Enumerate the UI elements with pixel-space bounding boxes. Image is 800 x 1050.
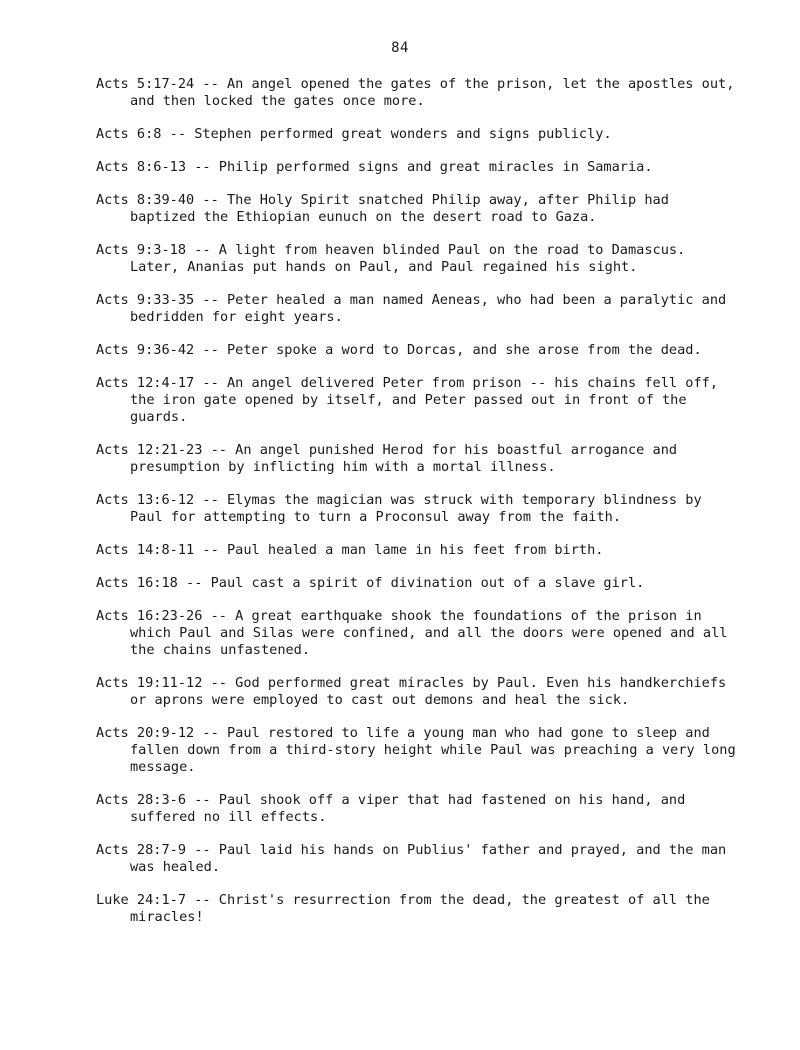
list-item [96,126,736,143]
entry-description: An angel opened the gates of the prison, let the apostles out, and then locked the gates once more. [130,76,735,109]
entry-description: Christ's resurrection from the dead, the greatest of all the miracles! [130,892,710,925]
entry-description: Stephen performed great wonders and signs publicly. [194,126,612,142]
list-item [96,608,736,659]
scripture-reference: Acts 6:8 [96,126,162,142]
scripture-reference: Acts 9:36-42 [96,342,195,358]
list-item [96,725,736,776]
separator: -- [186,842,219,858]
scripture-reference: Acts 8:39-40 [96,192,195,208]
scripture-reference: Luke 24:1-7 [96,892,187,908]
scripture-reference: Acts 16:18 [96,575,178,591]
page-number: 84 [391,40,409,56]
separator: -- [161,126,195,142]
list-item [96,792,736,826]
separator: -- [194,542,227,558]
entry-description: Paul restored to life a young man who had gone to sleep and fallen down from a third-story height while Paul was preaching a very long message. [130,725,736,775]
list-item [96,442,736,476]
list-item [96,292,736,326]
entry-description: Paul cast a spirit of divination out of a slave girl. [210,575,645,591]
list-item [96,675,736,709]
list-item [96,575,736,592]
list-item [96,375,736,426]
entry-description: The Holy Spirit snatched Philip away, after Philip had baptized the Ethiopian eunuch on the desert road to Gaza. [130,192,669,225]
scripture-reference: Acts 20:9-12 [96,725,195,741]
entry-description: Elymas the magician was struck with temporary blindness by Paul for attempting to turn a Proconsul away from the faith. [130,492,702,525]
entry-description: A great earthquake shook the foundations of the prison in which Paul and Silas were confined, and all the doors were opened and all the chains unfastened. [130,608,728,658]
list-item [96,192,736,226]
separator: -- [194,375,227,391]
entry-description: God performed great miracles by Paul. Even his handkerchiefs or aprons were employed to cast out demons and heal the sick. [130,675,727,708]
miracle-list [96,76,736,942]
separator: -- [186,792,219,808]
list-item [96,492,736,526]
list-item [96,76,736,110]
list-item [96,842,736,876]
separator: -- [202,608,236,624]
entry-description: Paul laid his hands on Publius' father and prayed, and the man was healed. [130,842,727,875]
separator: -- [186,242,219,258]
separator: -- [194,725,227,741]
scripture-reference: Acts 28:7-9 [96,842,187,858]
scripture-reference: Acts 28:3-6 [96,792,187,808]
separator: -- [186,159,219,175]
list-item [96,159,736,176]
entry-description: Philip performed signs and great miracles in Samaria. [218,159,653,175]
entry-description: An angel punished Herod for his boastful arrogance and presumption by inflicting him with a mortal illness. [130,442,678,475]
list-item [96,892,736,926]
separator: -- [194,292,227,308]
scripture-reference: Acts 9:33-35 [96,292,195,308]
entry-description: A light from heaven blinded Paul on the road to Damascus. Later, Ananias put hands on Paul, and Paul regained his sight. [130,242,686,275]
scripture-reference: Acts 12:21-23 [96,442,203,458]
entry-description: Paul shook off a viper that had fastened on his hand, and suffered no ill effects. [130,792,686,825]
entry-description: Peter healed a man named Aeneas, who had been a paralytic and bedridden for eight years. [130,292,727,325]
entry-description: An angel delivered Peter from prison -- his chains fell off, the iron gate opened by itself, and Peter passed out in front of the guards. [130,375,719,425]
separator: -- [186,892,219,908]
separator: -- [194,492,227,508]
list-item [96,542,736,559]
separator: -- [194,342,227,358]
separator: -- [177,575,211,591]
scripture-reference: Acts 5:17-24 [96,76,195,92]
scripture-reference: Acts 13:6-12 [96,492,195,508]
scripture-reference: Acts 14:8-11 [96,542,195,558]
entry-description: Paul healed a man lame in his feet from birth. [226,542,604,558]
separator: -- [202,675,236,691]
scripture-reference: Acts 16:23-26 [96,608,203,624]
separator: -- [202,442,236,458]
scripture-reference: Acts 8:6-13 [96,159,187,175]
separator: -- [194,192,227,208]
scripture-reference: Acts 19:11-12 [96,675,203,691]
separator: -- [194,76,227,92]
list-item [96,242,736,276]
list-item [96,342,736,359]
entry-description: Peter spoke a word to Dorcas, and she arose from the dead. [226,342,702,358]
scripture-reference: Acts 9:3-18 [96,242,187,258]
scripture-reference: Acts 12:4-17 [96,375,195,391]
